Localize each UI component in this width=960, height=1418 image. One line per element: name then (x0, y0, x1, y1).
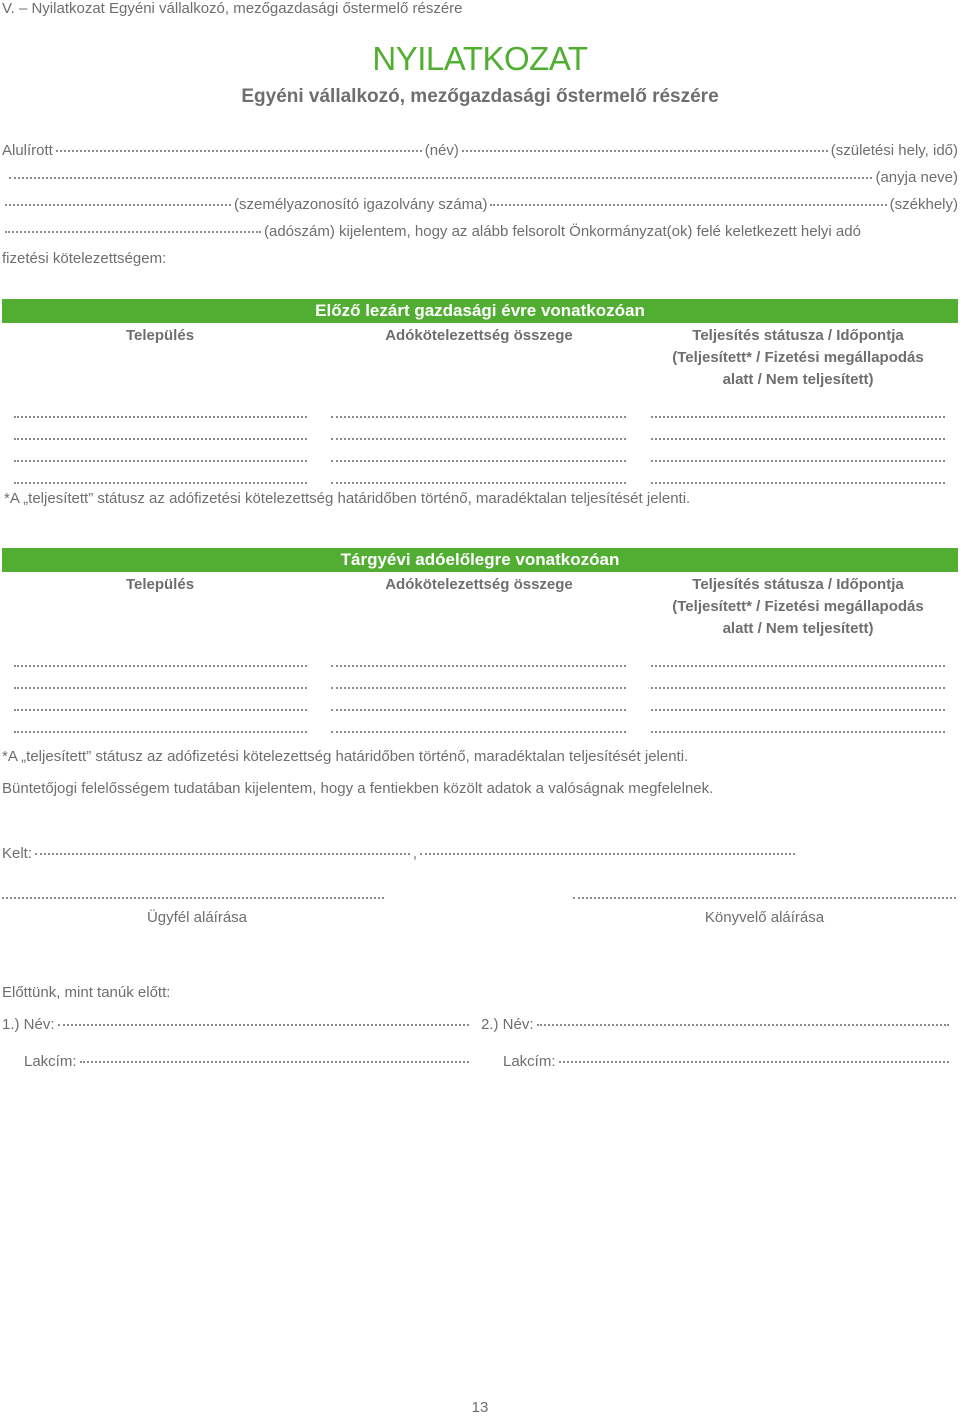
t2rows-cell-r2-c1[interactable] (331, 709, 626, 711)
kelt-comma: , (412, 845, 418, 862)
table1-col-telepules: Település (125, 327, 195, 344)
intro-line-3 (2, 196, 958, 214)
t1rows-cell-r1-c1[interactable] (331, 438, 626, 440)
t2rows-cell-r1-c2[interactable] (651, 687, 945, 689)
t1rows-cell-r2-c2[interactable] (651, 460, 945, 462)
label-alulirott: Alulírott (2, 142, 53, 159)
witness1-address-line (24, 1053, 472, 1071)
seat-field[interactable] (490, 204, 886, 206)
witness1-name-field[interactable] (58, 1024, 469, 1026)
witness2-address-field[interactable] (559, 1061, 949, 1063)
table2-heading: Tárgyévi adóelőlegre vonatkozóan (2, 548, 958, 572)
table1-col-statusz (638, 325, 958, 391)
birth-field[interactable] (462, 150, 828, 152)
label-szekhely: (székhely) (889, 196, 958, 213)
kelt-place-field[interactable] (35, 853, 410, 855)
witnesses-label: Előttünk, mint tanúk előtt: (2, 984, 171, 1001)
t2rows-cell-r1-c1[interactable] (331, 687, 626, 689)
t2rows-cell-r0-c0[interactable] (14, 665, 307, 667)
client-signature-label: Ügyfél aláírása (146, 909, 248, 926)
intro-line-5: fizetési kötelezettségem: (2, 250, 167, 267)
t1rows-cell-r0-c0[interactable] (14, 416, 307, 418)
t1rows-cell-r3-c2[interactable] (651, 482, 945, 484)
label-adoszam: (adószám) kijelentem, hogy az alább felsorolt Önkormányzat(ok) felé keletkezett helyi adó (264, 223, 861, 240)
t1rows-cell-r2-c0[interactable] (14, 460, 307, 462)
page-subtitle: Egyéni vállalkozó, mezőgazdasági őstermelő részére (241, 86, 719, 107)
witness1-address-label: Lakcím: (24, 1053, 77, 1070)
label-anyja: (anyja neve) (875, 169, 958, 186)
t1rows-cell-r1-c0[interactable] (14, 438, 307, 440)
label-szuletesi: (születési hely, idő) (830, 142, 959, 159)
table2-col-telepules: Település (125, 576, 195, 593)
t1rows-cell-r1-c2[interactable] (651, 438, 945, 440)
accountant-signature-label: Könyvelő aláírása (704, 909, 825, 926)
intro-line-1 (2, 142, 958, 160)
witness2-address-label: Lakcím: (503, 1053, 556, 1070)
t1rows-cell-r0-c2[interactable] (651, 416, 945, 418)
table1-footnote: *A „teljesített” státusz az adófizetési kötelezettség határidőben történő, maradéktalan teljesítését jelenti. (4, 490, 691, 507)
witness2-name-field[interactable] (537, 1024, 949, 1026)
witness2-address-line (503, 1053, 952, 1071)
t2rows-cell-r3-c1[interactable] (331, 731, 626, 733)
witness1-name-line (2, 1016, 472, 1034)
client-signature-line[interactable] (2, 897, 384, 899)
table1-col-osszeg: Adókötelezettség összege (385, 327, 573, 344)
t1rows-cell-r0-c1[interactable] (331, 416, 626, 418)
intro-line-2 (6, 169, 958, 187)
table2-col-osszeg: Adókötelezettség összege (385, 576, 573, 593)
kelt-label: Kelt: (2, 845, 33, 862)
statement: Büntetőjogi felelősségem tudatában kijelentem, hogy a fentiekben közölt adatok a valóságnak megfelelnek. (2, 780, 714, 797)
t2rows-cell-r0-c2[interactable] (651, 665, 945, 667)
col-line: alatt / Nem teljesített) (722, 371, 874, 388)
tax-number-field[interactable] (5, 231, 261, 233)
witness2-name-line (481, 1016, 952, 1034)
t2rows-cell-r1-c0[interactable] (14, 687, 307, 689)
t1rows-cell-r3-c1[interactable] (331, 482, 626, 484)
col-line: (Teljesített* / Fizetési megállapodás (672, 349, 924, 366)
col-line: Teljesítés státusza / Időpontja (692, 576, 904, 593)
label-nev: (név) (424, 142, 459, 159)
label-szemelyi: (személyazonosító igazolvány száma) (234, 196, 488, 213)
mother-name-field[interactable] (9, 177, 872, 179)
t2rows-cell-r0-c1[interactable] (331, 665, 626, 667)
running-header: V. – Nyilatkozat Egyéni vállalkozó, mezőgazdasági őstermelő részére (2, 0, 463, 17)
witness2-name-label: 2.) Név: (481, 1016, 534, 1033)
col-line: (Teljesített* / Fizetési megállapodás (672, 598, 924, 615)
page-number: 13 (471, 1399, 489, 1416)
t2rows-cell-r3-c0[interactable] (14, 731, 307, 733)
table2-footnote: *A „teljesített” státusz az adófizetési kötelezettség határidőben történő, maradéktalan teljesítését jelenti. (2, 748, 689, 765)
name-field[interactable] (56, 150, 422, 152)
table2-col-statusz (638, 574, 958, 640)
kelt-line (2, 845, 798, 863)
witness1-address-field[interactable] (80, 1061, 469, 1063)
page-title: NYILATKOZAT (372, 40, 588, 77)
t1rows-cell-r3-c0[interactable] (14, 482, 307, 484)
accountant-signature-line[interactable] (573, 897, 956, 899)
t1rows-cell-r2-c1[interactable] (331, 460, 626, 462)
witness1-name-label: 1.) Név: (2, 1016, 55, 1033)
t2rows-cell-r3-c2[interactable] (651, 731, 945, 733)
col-line: Teljesítés státusza / Időpontja (692, 327, 904, 344)
id-card-field[interactable] (5, 204, 231, 206)
kelt-date-field[interactable] (420, 853, 795, 855)
col-line: alatt / Nem teljesített) (722, 620, 874, 637)
table1-heading: Előző lezárt gazdasági évre vonatkozóan (2, 299, 958, 323)
intro-line-4 (2, 223, 958, 241)
t2rows-cell-r2-c2[interactable] (651, 709, 945, 711)
t2rows-cell-r2-c0[interactable] (14, 709, 307, 711)
